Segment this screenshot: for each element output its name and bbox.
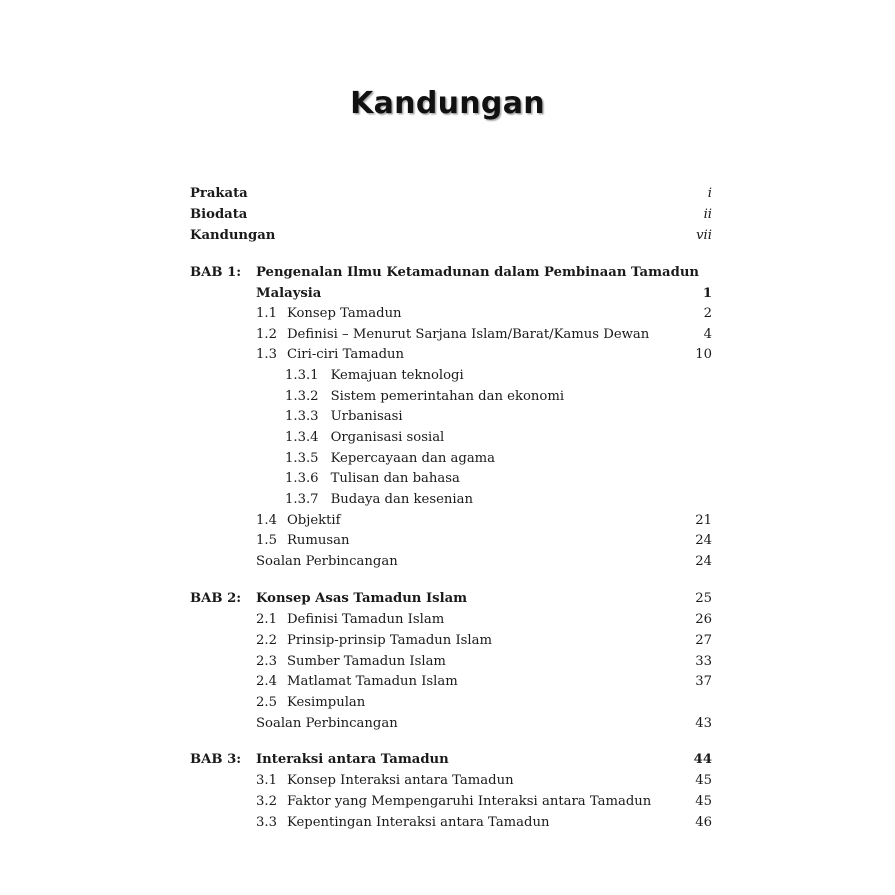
section-label: Faktor yang Mempengaruhi Interaksi antara Tamadun — [286, 794, 652, 809]
section-page: 24 — [695, 554, 712, 569]
toc-section — [256, 631, 492, 651]
chapter-title-line1: Pengenalan Ilmu Ketamadunan dalam Pembinaan Tamadun — [256, 265, 699, 280]
section-number: 1.2 — [256, 327, 277, 342]
subsection-label: Tulisan dan bahasa — [330, 471, 460, 486]
subsection-label: Organisasi sosial — [330, 430, 445, 445]
subsection-label: Budaya dan kesenian — [330, 492, 473, 507]
section-number: 2.2 — [256, 633, 277, 648]
section-page: 26 — [695, 612, 712, 627]
section-number: 1.1 — [256, 306, 277, 321]
toc-section — [256, 652, 446, 672]
section-label: Prinsip-prinsip Tamadun Islam — [286, 633, 493, 648]
chapter-number: BAB 3: — [190, 752, 242, 767]
toc-subsection — [285, 490, 473, 510]
section-number: 2.1 — [256, 612, 277, 627]
section-label: Definisi Tamadun Islam — [286, 612, 445, 627]
section-label: Matlamat Tamadun Islam — [286, 674, 458, 689]
section-page: 10 — [695, 347, 712, 362]
toc-soalan: Soalan Perbincangan — [256, 716, 398, 731]
subsection-number: 1.3.2 — [285, 389, 319, 404]
chapter-page: 25 — [695, 591, 712, 606]
toc-subsection — [285, 407, 403, 427]
section-label: Rumusan — [286, 533, 350, 548]
toc-entry-label: Biodata — [190, 207, 248, 222]
toc-section — [256, 771, 514, 791]
section-label: Objektif — [286, 513, 341, 528]
toc-section — [256, 345, 404, 365]
section-label: Konsep Interaksi antara Tamadun — [286, 773, 514, 788]
section-page: 24 — [695, 533, 712, 548]
section-page: 45 — [695, 794, 712, 809]
toc-subsection — [285, 469, 460, 489]
section-number: 2.5 — [256, 695, 277, 710]
section-page: 43 — [695, 716, 712, 731]
chapter-page: 1 — [702, 286, 712, 301]
section-page: 33 — [695, 654, 712, 669]
toc-section — [256, 531, 350, 551]
section-label: Konsep Tamadun — [286, 306, 402, 321]
chapter-title: Konsep Asas Tamadun Islam — [256, 591, 468, 606]
section-label: Kesimpulan — [286, 695, 366, 710]
toc-entry-label: Prakata — [190, 186, 248, 201]
section-number: 1.3 — [256, 347, 277, 362]
subsection-number: 1.3.7 — [285, 492, 319, 507]
section-page: 2 — [703, 306, 712, 321]
toc-entry-kandungan — [190, 226, 275, 246]
toc-section — [256, 693, 365, 713]
chapter-number: BAB 2: — [190, 591, 242, 606]
section-number: 3.2 — [256, 794, 277, 809]
section-page: 4 — [703, 327, 712, 342]
section-number: 3.3 — [256, 815, 277, 830]
toc-subsection — [285, 428, 444, 448]
toc-soalan: Soalan Perbincangan — [256, 554, 398, 569]
section-number: 2.3 — [256, 654, 277, 669]
toc-entry-label: Kandungan — [190, 228, 276, 243]
toc-section — [256, 610, 444, 630]
toc-entry-biodata — [190, 205, 247, 225]
toc-entry-page: ii — [703, 207, 712, 222]
chapter-page: 44 — [693, 752, 712, 767]
subsection-label: Sistem pemerintahan dan ekonomi — [330, 389, 565, 404]
toc-section — [256, 511, 341, 531]
chapter-number: BAB 1: — [190, 265, 242, 280]
toc-entry-page: vii — [696, 228, 712, 243]
subsection-number: 1.3.1 — [285, 368, 319, 383]
section-label: Kepentingan Interaksi antara Tamadun — [286, 815, 550, 830]
section-page: 45 — [695, 773, 712, 788]
section-page: 21 — [695, 513, 712, 528]
section-number: 1.5 — [256, 533, 277, 548]
page-title: Kandungan — [350, 86, 545, 121]
section-number: 3.1 — [256, 773, 277, 788]
chapter-title-line2: Malaysia — [256, 286, 322, 301]
subsection-label: Kepercayaan dan agama — [330, 451, 496, 466]
subsection-number: 1.3.3 — [285, 409, 319, 424]
toc-subsection — [285, 366, 464, 386]
toc-section — [256, 792, 651, 812]
chapter-title: Interaksi antara Tamadun — [256, 752, 449, 767]
section-page: 27 — [695, 633, 712, 648]
section-label: Sumber Tamadun Islam — [286, 654, 446, 669]
section-number: 2.4 — [256, 674, 277, 689]
section-page: 46 — [695, 815, 712, 830]
section-page: 37 — [695, 674, 712, 689]
toc-entry-prakata — [190, 184, 248, 204]
toc-subsection — [285, 449, 495, 469]
subsection-number: 1.3.6 — [285, 471, 319, 486]
section-number: 1.4 — [256, 513, 277, 528]
subsection-label: Urbanisasi — [330, 409, 403, 424]
toc-subsection — [285, 387, 564, 407]
subsection-number: 1.3.4 — [285, 430, 319, 445]
section-label: Definisi – Menurut Sarjana Islam/Barat/Kamus Dewan — [286, 327, 650, 342]
subsection-number: 1.3.5 — [285, 451, 319, 466]
toc-entry-page: i — [707, 186, 712, 201]
toc-section — [256, 304, 402, 324]
subsection-label: Kemajuan teknologi — [330, 368, 464, 383]
toc-section — [256, 325, 649, 345]
toc-section — [256, 813, 549, 833]
toc-section — [256, 672, 458, 692]
section-label: Ciri-ciri Tamadun — [286, 347, 405, 362]
